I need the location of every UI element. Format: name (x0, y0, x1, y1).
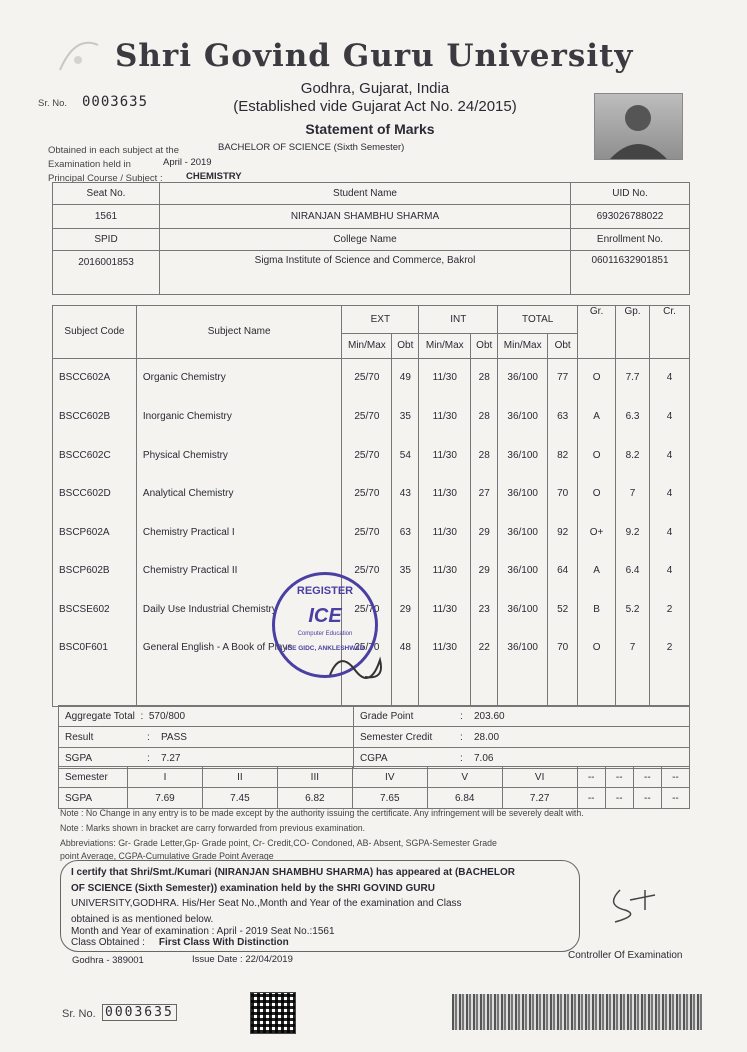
ext-minmax: 25/70 (342, 551, 392, 590)
grade: A (578, 551, 616, 590)
ext-obtained: 54 (392, 436, 419, 475)
total-obtained: 82 (548, 436, 578, 475)
credits: 4 (649, 513, 689, 552)
int-obtained: 22 (471, 629, 498, 668)
ext-minmax: 25/70 (342, 358, 392, 397)
grade-points: 6.4 (616, 551, 650, 590)
name-header: Student Name (160, 183, 571, 205)
sgpa-row-label: SGPA (59, 788, 128, 809)
course-label: Principal Course / Subject : (48, 173, 163, 184)
int-minmax: 11/30 (419, 513, 471, 552)
subject-name: Organic Chemistry (136, 358, 342, 397)
int-obtained: 23 (471, 590, 498, 629)
ext-obtained: 43 (392, 474, 419, 513)
enrollment-number: 06011632901851 (571, 251, 690, 295)
table-row (53, 358, 690, 397)
credits: 4 (649, 474, 689, 513)
grade-header: Gr. (578, 306, 616, 359)
grade: B (578, 590, 616, 629)
sgpa-label: SGPA (65, 752, 93, 764)
subject-code: BSCC602B (53, 397, 137, 436)
semester-sgpa: -- (661, 788, 689, 809)
result-value: PASS (161, 731, 187, 743)
stamp-bottom-text: ICE GIDC, ANKLESHWAR (285, 645, 365, 652)
ext-minmax: 25/70 (342, 629, 392, 668)
total-obtained: 52 (548, 590, 578, 629)
certificate-line: I certify that Shri/Smt./Kumari (NIRANJAN SHAMBHU SHARMA) has appeared at (BACHELOR (71, 867, 515, 878)
ext-obtained: 49 (392, 358, 419, 397)
note-line: Abbreviations: Gr- Grade Letter,Gp- Grade point, Cr- Credit,CO- Condoned, AB- Absent, SGPA-Semester Grade (60, 838, 497, 848)
established-line: (Established vide Gujarat Act No. 24/2015) (233, 98, 517, 115)
total-obtained: 92 (548, 513, 578, 552)
student-photo (594, 93, 683, 160)
aggregate-colon: : (140, 710, 144, 722)
cgpa-colon: : (460, 752, 463, 764)
subject-code: BSCC602C (53, 436, 137, 475)
uid-header: UID No. (571, 183, 690, 205)
ext-minmax: 25/70 (342, 397, 392, 436)
credits: 2 (649, 629, 689, 668)
student-table (52, 182, 690, 295)
college-header: College Name (160, 229, 571, 251)
semester-sgpa: 7.65 (352, 788, 427, 809)
footer-sr-number: 0003635 (102, 1004, 177, 1021)
semester-number: -- (661, 767, 689, 788)
controller-title: Controller Of Examination (568, 950, 683, 961)
program-name: BACHELOR OF SCIENCE (Sixth Semester) (218, 142, 405, 153)
certificate-line: Month and Year of examination : April - 2019 Seat No.:1561 (71, 926, 335, 937)
total-obtained: 70 (548, 474, 578, 513)
course-value: CHEMISTRY (186, 171, 242, 182)
subject-name: Physical Chemistry (136, 436, 342, 475)
university-name: Shri Govind Guru University (115, 38, 634, 74)
ext-minmax: 25/70 (342, 436, 392, 475)
total-obt-header: Obt (548, 334, 578, 359)
student-name: NIRANJAN SHAMBHU SHARMA (160, 205, 571, 229)
cgpa-label: CGPA (360, 752, 388, 764)
total-minmax: 36/100 (498, 397, 548, 436)
semester-number: V (427, 767, 502, 788)
subject-code: BSC0F601 (53, 629, 137, 668)
semester-number: -- (633, 767, 661, 788)
stamp-subtext: Computer Education (297, 631, 353, 637)
subject-name: Inorganic Chemistry (136, 397, 342, 436)
semester-sgpa: 7.69 (128, 788, 203, 809)
seat-header: Seat No. (53, 183, 160, 205)
notes-block (60, 806, 710, 862)
qr-code-icon (250, 992, 296, 1034)
semester-sgpa: -- (577, 788, 605, 809)
class-label: Class Obtained : (71, 937, 145, 948)
grade-points: 7 (616, 629, 650, 668)
semester-credit-colon: : (460, 731, 463, 743)
cgpa-value: 7.06 (474, 752, 494, 764)
certificate-box (60, 860, 580, 952)
semester-number: III (277, 767, 352, 788)
subject-code: BSCP602B (53, 551, 137, 590)
subject-code: BSCC602D (53, 474, 137, 513)
int-minmax: 11/30 (419, 436, 471, 475)
sgpa-colon: : (147, 752, 150, 764)
total-obtained: 63 (548, 397, 578, 436)
subject-code: BSCSE602 (53, 590, 137, 629)
int-obtained: 27 (471, 474, 498, 513)
table-row (53, 397, 690, 436)
grade-points: 9.2 (616, 513, 650, 552)
stamp-signature-icon (325, 645, 395, 690)
grade-points: 6.3 (616, 397, 650, 436)
aggregate-value: 570/800 (148, 710, 186, 722)
int-minmax: 11/30 (419, 474, 471, 513)
subject-code: BSCC602A (53, 358, 137, 397)
ext-minmax: 25/70 (342, 513, 392, 552)
aggregate-label: Aggregate Total (65, 710, 135, 722)
place: Godhra - 389001 (72, 955, 144, 966)
ext-obtained: 35 (392, 551, 419, 590)
grade: A (578, 397, 616, 436)
grade-point-label: Grade Point (360, 710, 414, 722)
semester-sgpa: 6.82 (277, 788, 352, 809)
semester-number: II (202, 767, 277, 788)
footer-sr-label: Sr. No. (62, 1008, 96, 1020)
grade-points: 5.2 (616, 590, 650, 629)
int-obt-header: Obt (471, 334, 498, 359)
int-minmax: 11/30 (419, 358, 471, 397)
grade: O+ (578, 513, 616, 552)
class-value: First Class With Distinction (158, 937, 289, 948)
semester-number: -- (577, 767, 605, 788)
semester-number: IV (352, 767, 427, 788)
result-label: Result (65, 731, 94, 743)
grade-points: 7 (616, 474, 650, 513)
subject-name: Chemistry Practical II (136, 551, 342, 590)
subject-name: Analytical Chemistry (136, 474, 342, 513)
int-obtained: 29 (471, 513, 498, 552)
ext-minmax: 25/70 (342, 590, 392, 629)
ext-obtained: 35 (392, 397, 419, 436)
code-header: Subject Code (53, 306, 137, 359)
int-minmax: 11/30 (419, 629, 471, 668)
int-obtained: 28 (471, 358, 498, 397)
certificate-line: OF SCIENCE (Sixth Semester)) examination held by the SHRI GOVIND GURU (71, 882, 435, 894)
stamp-top-text: REGISTER (296, 585, 354, 597)
uid-number: 693026788022 (571, 205, 690, 229)
credits: 4 (649, 397, 689, 436)
college-name: Sigma Institute of Science and Commerce, Bakrol (160, 251, 571, 295)
grade: O (578, 436, 616, 475)
int-minmax: 11/30 (419, 590, 471, 629)
credit-header: Cr. (649, 306, 689, 359)
total-minmax: 36/100 (498, 474, 548, 513)
result-colon: : (147, 731, 150, 743)
total-minmax: 36/100 (498, 629, 548, 668)
ext-obtained: 48 (392, 629, 419, 668)
seat-number: 1561 (53, 205, 160, 229)
semester-credit-value: 28.00 (474, 731, 500, 743)
certificate-line: UNIVERSITY,GODHRA. His/Her Seat No.,Month and Year of the examination and Class (71, 898, 462, 909)
semester-sgpa: -- (633, 788, 661, 809)
security-barcode (452, 994, 702, 1030)
ext-minmax: 25/70 (342, 474, 392, 513)
int-obtained: 28 (471, 397, 498, 436)
stamp-logo: ICE (308, 605, 342, 627)
table-row (53, 513, 690, 552)
location: Godhra, Gujarat, India (300, 80, 450, 97)
int-minmax-header: Min/Max (419, 334, 471, 359)
total-minmax: 36/100 (498, 358, 548, 397)
subject-name: Daily Use Industrial Chemistry (136, 590, 342, 629)
grade-point-value: 203.60 (474, 710, 505, 722)
total-obtained: 64 (548, 551, 578, 590)
issue-date: Issue Date : 22/04/2019 (192, 954, 293, 965)
total-minmax: 36/100 (498, 436, 548, 475)
semester-sgpa: 7.27 (502, 788, 577, 809)
sgpa-value: 7.27 (161, 752, 181, 764)
semester-sgpa: -- (605, 788, 633, 809)
credits: 4 (649, 436, 689, 475)
table-row (53, 436, 690, 475)
ext-obtained: 29 (392, 590, 419, 629)
obtained-label: Obtained in each subject at the (48, 145, 179, 156)
subject-name: Chemistry Practical I (136, 513, 342, 552)
total-minmax-header: Min/Max (498, 334, 548, 359)
grade-point-colon: : (460, 710, 463, 722)
grade: O (578, 629, 616, 668)
document-title: Statement of Marks (305, 121, 435, 137)
ext-obtained: 63 (392, 513, 419, 552)
int-header: INT (419, 306, 498, 334)
sr-label: Sr. No. (38, 98, 68, 109)
credits: 2 (649, 590, 689, 629)
logo-icon (50, 30, 105, 85)
exam-label: Examination held in (48, 159, 131, 170)
note-line: point Average, CGPA-Cumulative Grade Point Average (60, 851, 274, 861)
semester-number: VI (502, 767, 577, 788)
grade: O (578, 474, 616, 513)
semester-row-label: Semester (59, 767, 128, 788)
spid-header: SPID (53, 229, 160, 251)
semester-sgpa: 6.84 (427, 788, 502, 809)
total-obtained: 70 (548, 629, 578, 668)
total-obtained: 77 (548, 358, 578, 397)
spid-value: 2016001853 (53, 251, 160, 295)
grade-points: 8.2 (616, 436, 650, 475)
semester-credit-label: Semester Credit (360, 731, 433, 743)
grade-points: 7.7 (616, 358, 650, 397)
total-minmax: 36/100 (498, 590, 548, 629)
sr-number: 0003635 (82, 94, 149, 110)
aggregate-table (58, 705, 690, 769)
ext-header: EXT (342, 306, 419, 334)
semester-number: -- (605, 767, 633, 788)
subject-code: BSCP602A (53, 513, 137, 552)
int-obtained: 28 (471, 436, 498, 475)
int-obtained: 29 (471, 551, 498, 590)
signature-icon (600, 880, 670, 930)
gp-header: Gp. (616, 306, 650, 359)
table-row (53, 474, 690, 513)
int-minmax: 11/30 (419, 551, 471, 590)
credits: 4 (649, 358, 689, 397)
total-header: TOTAL (498, 306, 578, 334)
note-line: Note : Marks shown in bracket are carry forwarded from previous examination. (60, 823, 366, 833)
subject-name: General English - A Book of Plays (136, 629, 342, 668)
enrollment-header: Enrollment No. (571, 229, 690, 251)
int-minmax: 11/30 (419, 397, 471, 436)
grade: O (578, 358, 616, 397)
semester-sgpa-table (58, 766, 690, 809)
ext-minmax-header: Min/Max (342, 334, 392, 359)
certificate-line: obtained is as mentioned below. (71, 913, 214, 925)
semester-sgpa: 7.45 (202, 788, 277, 809)
semester-number: I (128, 767, 203, 788)
subject-header: Subject Name (136, 306, 342, 359)
credits: 4 (649, 551, 689, 590)
exam-session: April - 2019 (163, 157, 212, 168)
total-minmax: 36/100 (498, 513, 548, 552)
ext-obt-header: Obt (392, 334, 419, 359)
total-minmax: 36/100 (498, 551, 548, 590)
note-line: Note : No Change in any entry is to be made except by the authority issuing the certificate. Any infringement will be severely dealt with. (60, 808, 584, 818)
